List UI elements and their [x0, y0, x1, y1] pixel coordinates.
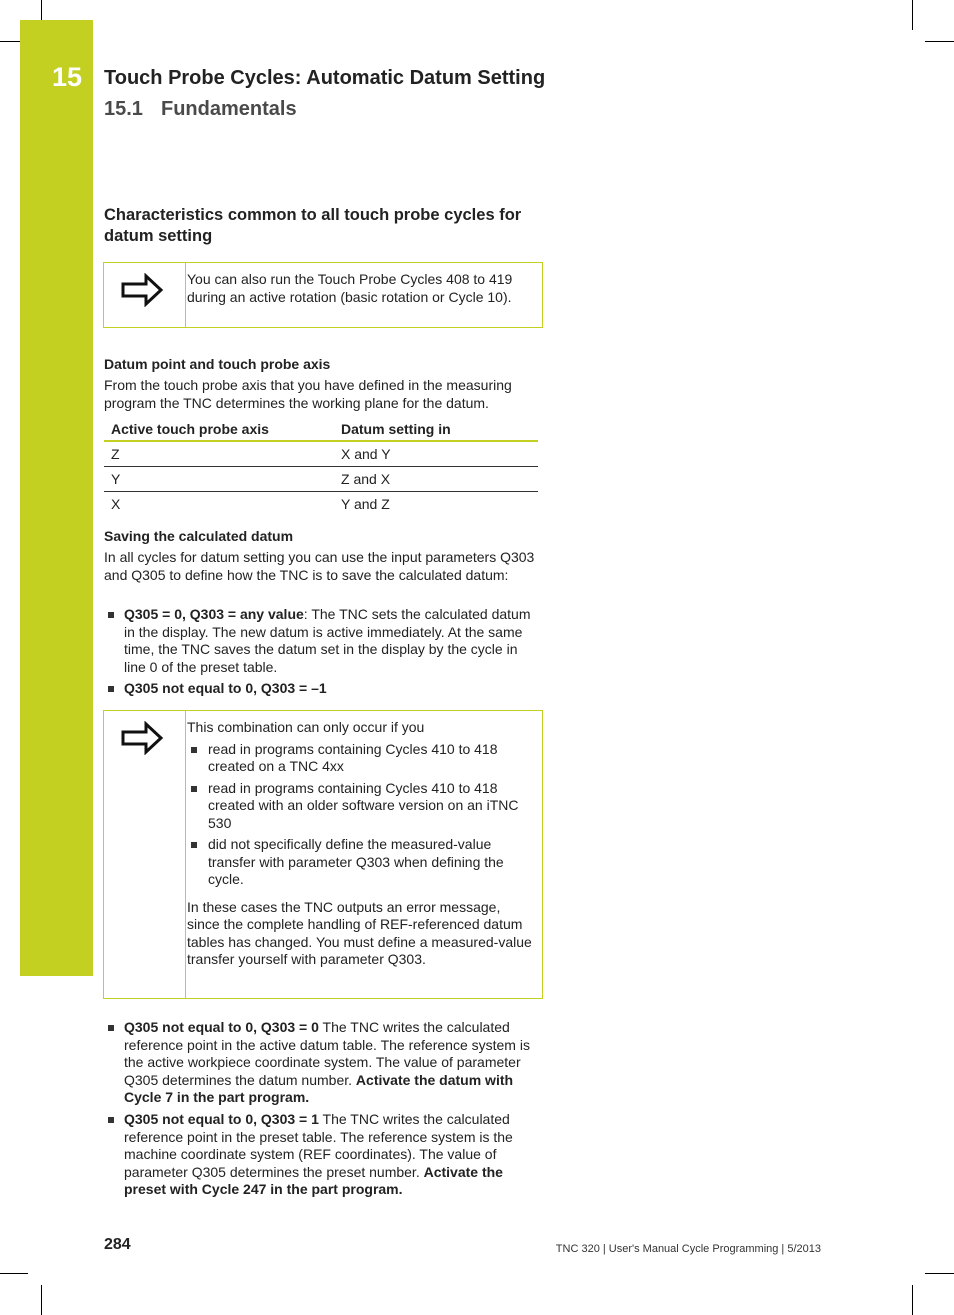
- bullet-square-icon: [191, 786, 197, 792]
- bullet-bold-end: Activate the datum with Cycle 7 in the part program.: [124, 1071, 514, 1106]
- arrow-right-icon: [120, 273, 164, 307]
- page-number: 284: [104, 1236, 131, 1253]
- table-cell: Z: [104, 441, 334, 467]
- bullet-square-icon: [108, 1117, 114, 1123]
- note-box: [103, 262, 543, 328]
- note-conclusion: In these cases the TNC outputs an error message, since the complete handling of REF-referenced datum tables has changed. You must define a measured-value transfer yourself with parameter Q303.: [187, 898, 532, 967]
- bullet-text: The TNC writes the calculated reference point in the preset table. The reference system is the machine coordinate system (REF coordinates). The value of parameter Q305 determines the preset number.: [124, 1110, 513, 1180]
- table-header: Datum setting in: [334, 417, 538, 441]
- table-cell: Y: [104, 467, 334, 492]
- table-header: Active touch probe axis: [104, 417, 334, 441]
- axis-table: [104, 417, 538, 516]
- list-item: [187, 836, 534, 889]
- table-row: [104, 492, 538, 517]
- list-item-text: did not specifically define the measured-value transfer with parameter Q303 when defining the cycle.: [208, 836, 504, 887]
- chapter-title: Touch Probe Cycles: Automatic Datum Setting: [104, 67, 546, 89]
- list-item: [104, 680, 540, 698]
- bullet-bold: Q305 not equal to 0, Q303 = 1: [124, 1110, 319, 1127]
- note-intro: This combination can only occur if you: [187, 719, 425, 735]
- crop-mark: [41, 1285, 42, 1315]
- list-item: [104, 1019, 540, 1107]
- list-item: [187, 741, 534, 776]
- bullet-list: [104, 606, 540, 702]
- table-cell: X: [111, 496, 121, 512]
- bullet-bold: Q305 not equal to 0, Q303 = 0: [124, 1019, 319, 1035]
- bullet-square-icon: [191, 747, 197, 753]
- crop-mark: [912, 0, 913, 30]
- list-item-text: read in programs containing Cycles 410 to 418 created on a TNC 4xx: [208, 740, 498, 774]
- bullet-list: [104, 1019, 540, 1203]
- bullet-bold: Q305 not equal to 0, Q303 = –1: [124, 680, 327, 697]
- bullet-text: The TNC writes the calculated reference point in the active datum table. The reference system is the active workpiece coordinate system. The value of parameter Q305 determines the datum number.: [124, 1019, 530, 1088]
- crop-mark: [0, 1273, 28, 1274]
- subheading-saving: Saving the calculated datum: [104, 528, 294, 544]
- list-item: [104, 606, 540, 676]
- crop-mark: [41, 0, 42, 20]
- chapter-sidebar: [20, 20, 93, 976]
- bullet-square-icon: [191, 842, 197, 848]
- table-header-row: [104, 417, 538, 441]
- paragraph-saving: In all cycles for datum setting you can use the input parameters Q303 and Q305 to define how the TNC is to save the calculated datum:: [104, 549, 535, 583]
- crop-mark: [912, 1285, 913, 1315]
- note-box: [103, 710, 543, 999]
- list-item-text: read in programs containing Cycles 410 to 418 created with an older software version on an iTNC 530: [208, 779, 519, 831]
- bullet-bold-end: Activate the preset with Cycle 247 in the part program.: [124, 1163, 503, 1198]
- note-body: [187, 711, 542, 969]
- list-item: [104, 1111, 540, 1199]
- crop-mark: [0, 41, 20, 42]
- list-item: [187, 780, 534, 833]
- note-text: You can also run the Touch Probe Cycles 408 to 419 during an active rotation (basic rotation or Cycle 10).: [187, 271, 513, 305]
- section-title: [104, 98, 297, 121]
- note-icon-cell: [104, 263, 186, 327]
- subheading-datum-point: Datum point and touch probe axis: [104, 356, 331, 372]
- section-heading: Characteristics common to all touch probe cycles for datum setting: [104, 206, 522, 245]
- crop-mark: [925, 1273, 954, 1274]
- bullet-square-icon: [108, 1025, 114, 1031]
- bullet-text: : The TNC sets the calculated datum in the display. The new datum is active immediately. At the same time, the TNC saves the datum set in the display by the cycle in line 0 of the preset table.: [124, 606, 531, 675]
- table-row: [104, 467, 538, 492]
- bullet-bold: Q305 = 0, Q303 = any value: [124, 606, 304, 622]
- table-cell: X and Y: [334, 441, 538, 467]
- section-name: Fundamentals: [161, 98, 297, 120]
- table-row: [104, 441, 538, 467]
- note-icon-cell: [104, 711, 186, 998]
- paragraph-datum-point: From the touch probe axis that you have defined in the measuring program the TNC determines the working plane for the datum.: [104, 377, 512, 411]
- arrow-right-icon: [120, 721, 164, 755]
- bullet-square-icon: [108, 686, 114, 692]
- table-cell: Z and X: [334, 467, 538, 492]
- bullet-square-icon: [108, 612, 114, 618]
- crop-mark: [925, 41, 954, 42]
- table-cell: Y and Z: [341, 496, 390, 512]
- footer-text: TNC 320 | User's Manual Cycle Programming | 5/2013: [555, 1243, 821, 1255]
- note-list: [187, 741, 534, 889]
- chapter-number: 15: [52, 62, 83, 92]
- section-number: 15.1: [104, 98, 143, 120]
